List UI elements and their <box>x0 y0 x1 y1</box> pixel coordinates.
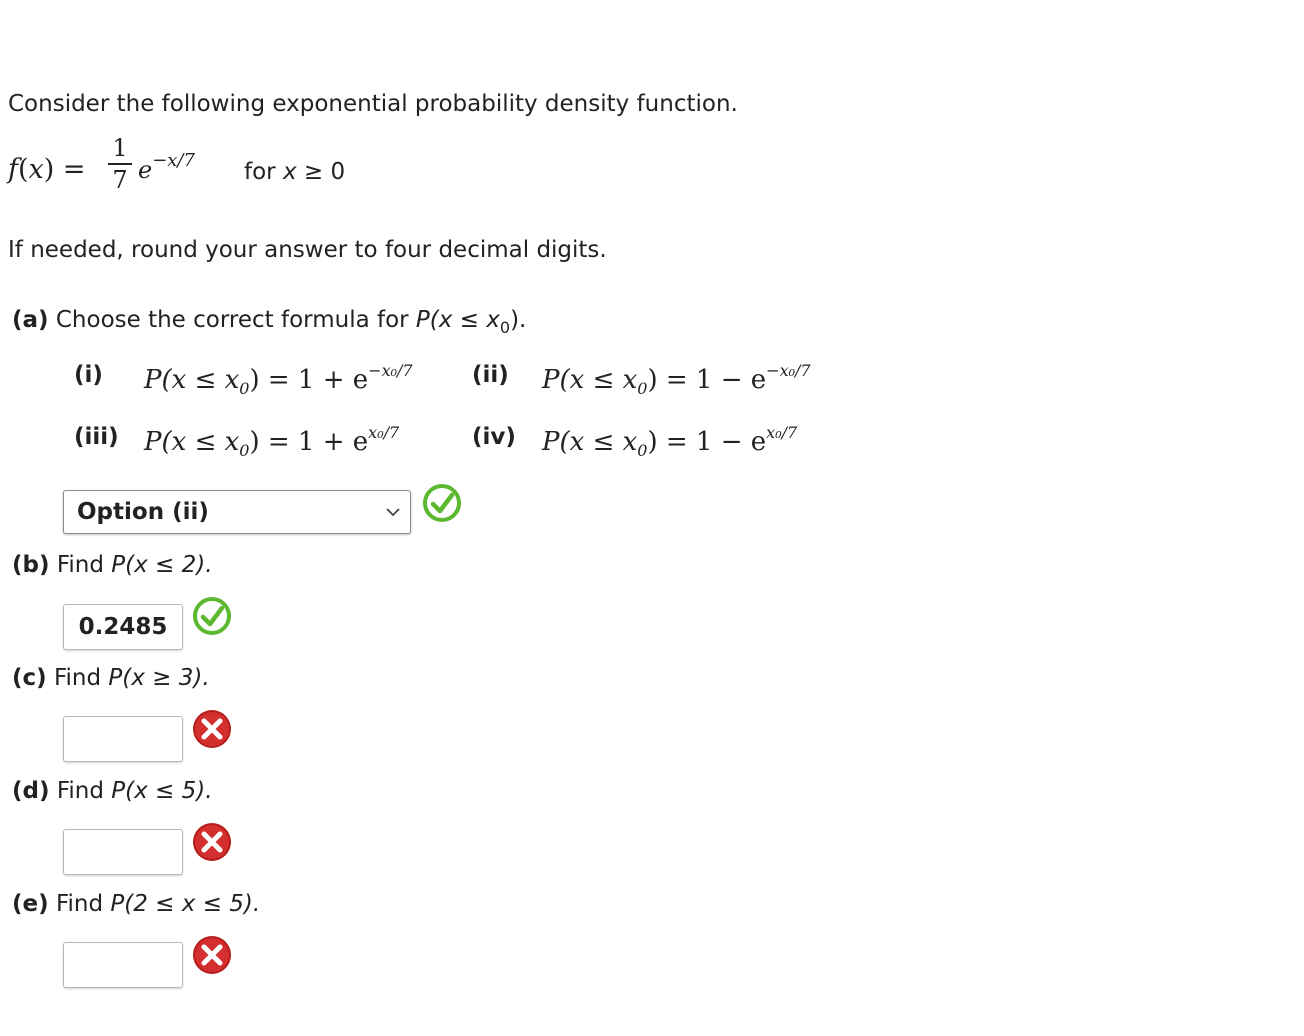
pdf-exponential <box>138 150 195 189</box>
check-circle-icon <box>422 483 462 523</box>
chevron-down-icon <box>384 503 402 521</box>
formula-select[interactable] <box>63 490 411 534</box>
pdf-denominator: 7 <box>112 166 128 194</box>
problem-intro: Consider the following exponential probability density function. <box>8 91 738 117</box>
part-c-label: (c) <box>12 665 47 691</box>
part-d-label: (d) <box>12 778 50 804</box>
option-i: (i) <box>74 362 103 388</box>
part-e-question: (e) Find P(2 ≤ x ≤ 5). <box>12 891 261 917</box>
check-circle-icon <box>192 596 232 636</box>
option-iv: (iv) <box>472 424 516 450</box>
option-iii: (iii) <box>74 424 119 450</box>
part-d-answer-input[interactable] <box>63 829 183 875</box>
pdf-fraction <box>108 134 132 194</box>
part-b-question: (b) Find P(x ≤ 2). <box>12 552 213 578</box>
part-c-answer-input[interactable] <box>63 716 183 762</box>
part-c-question: (c) Find P(x ≥ 3). <box>12 665 210 691</box>
x-circle-icon <box>192 709 232 749</box>
option-ii: (ii) <box>472 362 509 388</box>
part-e-answer-input[interactable] <box>63 942 183 988</box>
part-e-label: (e) <box>12 891 49 917</box>
part-a-label: (a) <box>12 307 49 333</box>
part-a-question: (a) Choose the correct formula for $P(x \le x_0)$. <box>12 307 527 337</box>
pdf-base: e <box>138 156 153 184</box>
option-iv-formula: $P(x \le x_0) = 1 - e^{x_0/7}$ <box>542 423 798 460</box>
pdf-exponent: −x/7 <box>152 150 195 171</box>
x-circle-icon <box>192 822 232 862</box>
pdf-condition: for x ≥ 0 <box>244 159 346 185</box>
formula-select-value: Option (ii) <box>77 499 209 525</box>
rounding-note: If needed, round your answer to four decimal digits. <box>8 237 607 263</box>
pdf-lhs: f(x) = <box>8 154 86 185</box>
option-iii-formula: $P(x \le x_0) = 1 + e^{x_0/7}$ <box>144 423 400 460</box>
option-ii-formula: $P(x \le x_0) = 1 - e^{-x_0/7}$ <box>542 361 811 398</box>
part-b-label: (b) <box>12 552 50 578</box>
x-circle-icon <box>192 935 232 975</box>
pdf-numerator: 1 <box>112 134 128 162</box>
part-d-question: (d) Find P(x ≤ 5). <box>12 778 213 804</box>
part-b-answer-input[interactable]: 0.2485 <box>63 604 183 650</box>
option-i-formula: $P(x \le x_0) = 1 + e^{-x_0/7}$ <box>144 361 413 398</box>
